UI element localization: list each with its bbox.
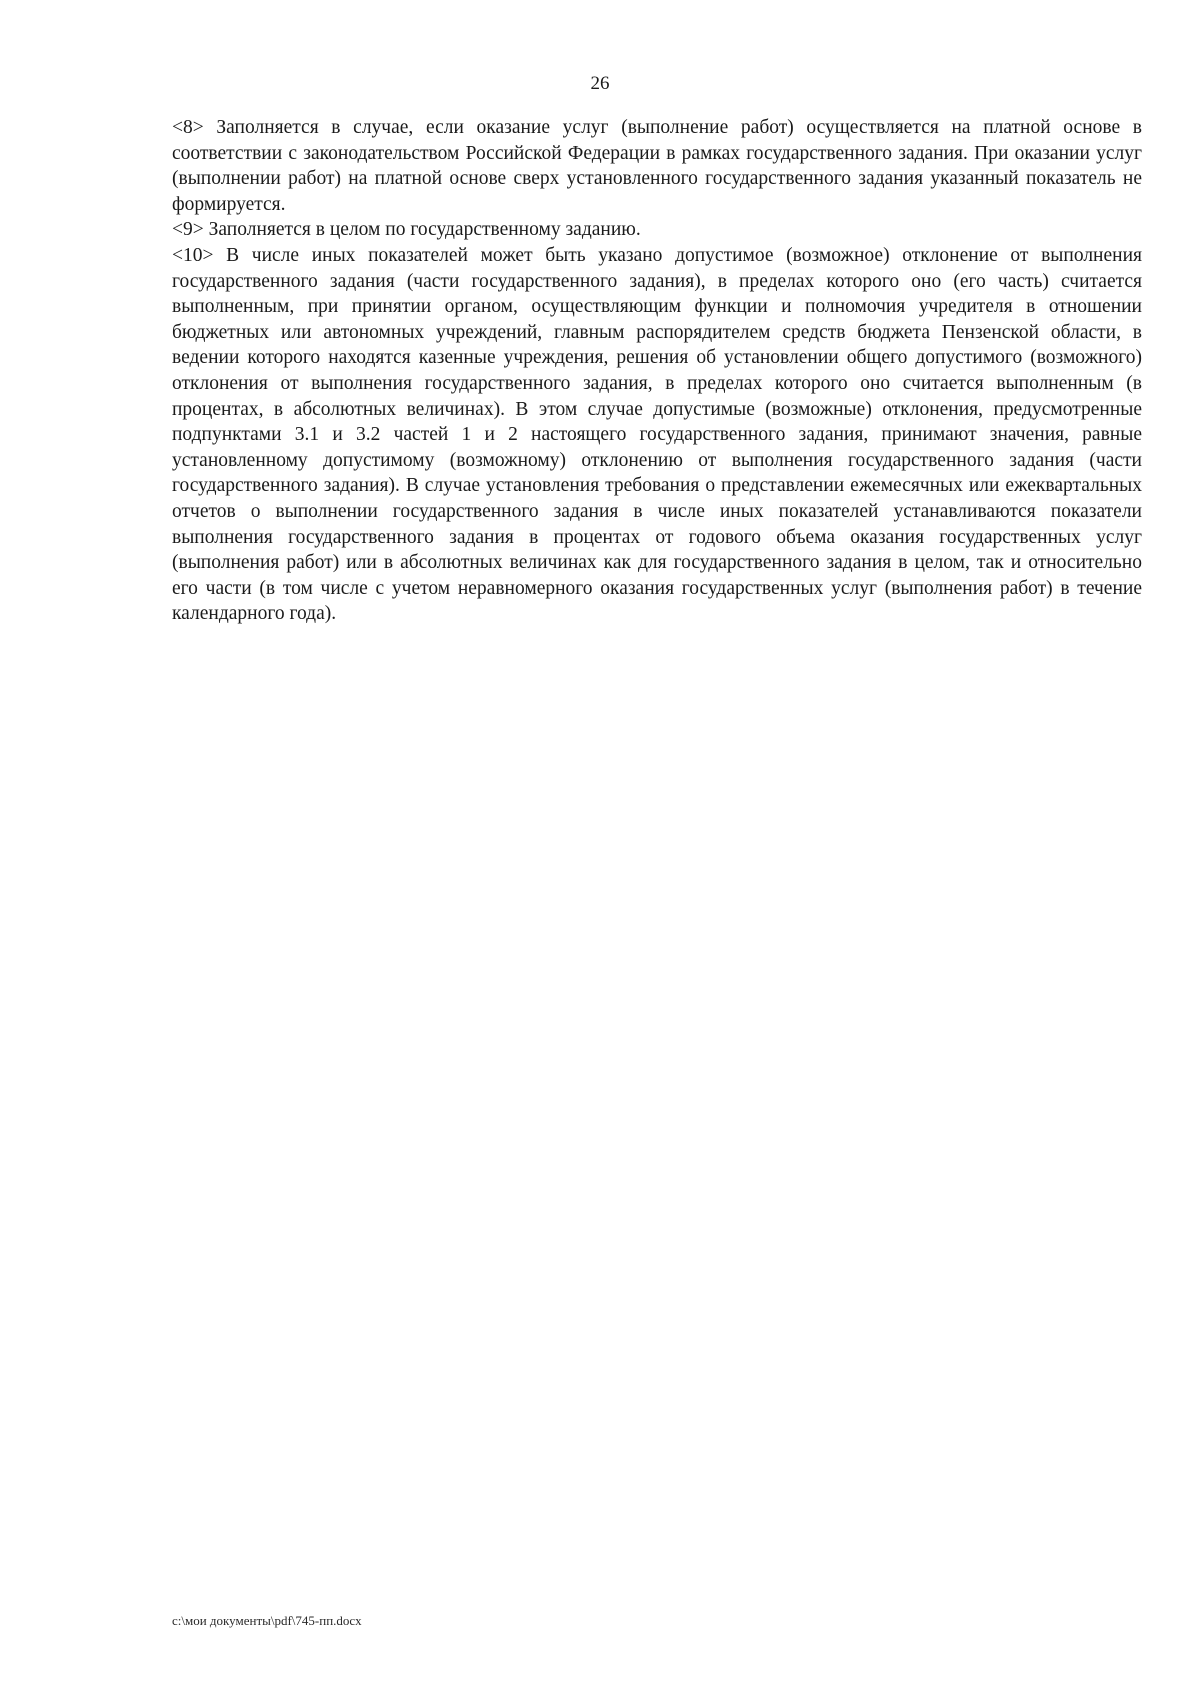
footnote-8: <8> Заполняется в случае, если оказание услуг (выполнение работ) осуществляется на платной основе в соответствии с законодательством Российской Федерации в рамках государственного задания. При оказании услуг (выполнении работ) на платной основе сверх установленного государственного задания указанный показатель не формируется.: [172, 117, 1142, 215]
footnote-10: <10> В числе иных показателей может быть указано допустимое (возможное) отклонение от выполнения государственного задания (части государственного задания), в пределах которого оно (его часть) считается выполненным, при принятии органом, осуществляющим функции и полномочия учредителя в отношении бюджетных или автономных учреждений, главным распорядителем средств бюджета Пензенской области, в ведении которого находятся казенные учреждения, решения об установлении общего допустимого (возможного) отклонения от выполнения государственного задания, в пределах которого оно считается выполненным (в процентах, в абсолютных величинах). В этом случае допустимые (возможные) отклонения, предусмотренные подпунктами 3.1 и 3.2 частей 1 и 2 настоящего государственного задания, принимают значения, равные установленному допустимому (возможному) отклонению от выполнения государственного задания (части государственного задания). В случае установления требования о представлении ежемесячных или ежеквартальных отчетов о выполнении государственного задания в числе иных показателей устанавливаются показатели выполнения государственного задания в процентах от годового объема оказания государственных услуг (выполнения работ) или в абсолютных величинах как для государственного задания в целом, так и относительно его части (в том числе с учетом неравномерного оказания государственных услуг (выполнения работ) в течение календарного года).: [172, 244, 1142, 625]
footnote-9: <9> Заполняется в целом по государственному заданию.: [172, 219, 641, 241]
footnotes-block: [172, 115, 1142, 627]
page-number: 26: [590, 73, 610, 94]
footer-file-path: c:\мои документы\pdf\745-пп.docx: [172, 1613, 362, 1628]
